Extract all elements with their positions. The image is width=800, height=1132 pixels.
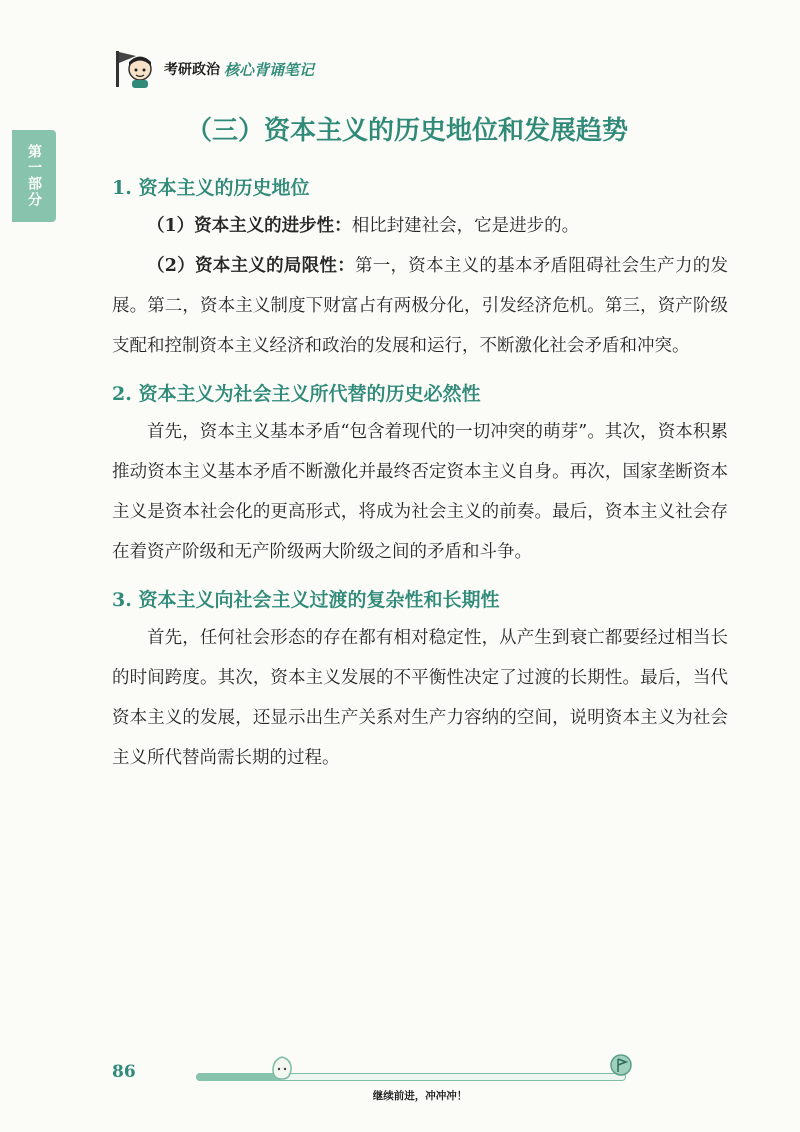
page-number: 86 xyxy=(112,1062,136,1082)
paragraph xyxy=(112,618,728,778)
footer-caption: 继续前进，冲冲冲！ xyxy=(372,1090,468,1102)
part-tab: 第一部分 xyxy=(12,130,56,222)
paragraph xyxy=(112,412,728,572)
paragraph xyxy=(112,246,728,366)
subsection-heading-1: 1. 资本主义的历史地位 xyxy=(112,177,310,199)
paragraph-text: 第一，资本主义的基本矛盾阻碍社会生产力的发展。第二，资本主义制度下财富占有两极分化，引发经济危机。第三，资产阶级支配和控制资本主义经济和政治的发展和运行，不断激化社会矛盾和冲突。 xyxy=(112,256,728,356)
progress-bar xyxy=(196,1070,626,1084)
mascot-with-flag-icon xyxy=(112,47,156,91)
subsection-heading-3: 3. 资本主义向社会主义过渡的复杂性和长期性 xyxy=(112,589,500,611)
subsection-heading-2: 2. 资本主义为社会主义所代替的历史必然性 xyxy=(112,383,481,405)
paragraph xyxy=(112,206,728,246)
section-title: （三）资本主义的历史地位和发展趋势 xyxy=(186,116,629,146)
paragraph-lead: （2）资本主义的局限性： xyxy=(147,256,355,276)
main-content xyxy=(112,170,728,778)
paragraph-lead: （1）资本主义的进步性： xyxy=(147,216,352,236)
paragraph-text: 首先，任何社会形态的存在都有相对稳定性，从产生到衰亡都要经过相当长的时间跨度。其次，资本主义发展的不平衡性决定了过渡的长期性。最后，当代资本主义的发展，还显示出生产关系对生产力容纳的空间，说明资本主义为社会主义所代替尚需长期的过程。 xyxy=(112,628,728,768)
paragraph-text: 相比封建社会，它是进步的。 xyxy=(351,216,580,236)
bean-icon xyxy=(268,1054,296,1082)
header-brand: 核心背诵笔记 xyxy=(224,60,315,79)
header-label: 考研政治 xyxy=(164,62,220,78)
paragraph-text: 首先，资本主义基本矛盾“包含着现代的一切冲突的萌芽”。其次，资本积累推动资本主义基本矛盾不断激化并最终否定资本主义自身。再次，国家垄断资本主义是资本社会化的更高形式，将成为社会主义的前奏。最后，资本主义社会存在着资产阶级和无产阶级两大阶级之间的矛盾和斗争。 xyxy=(112,422,728,562)
page-header xyxy=(112,44,314,94)
flag-icon xyxy=(608,1052,634,1078)
